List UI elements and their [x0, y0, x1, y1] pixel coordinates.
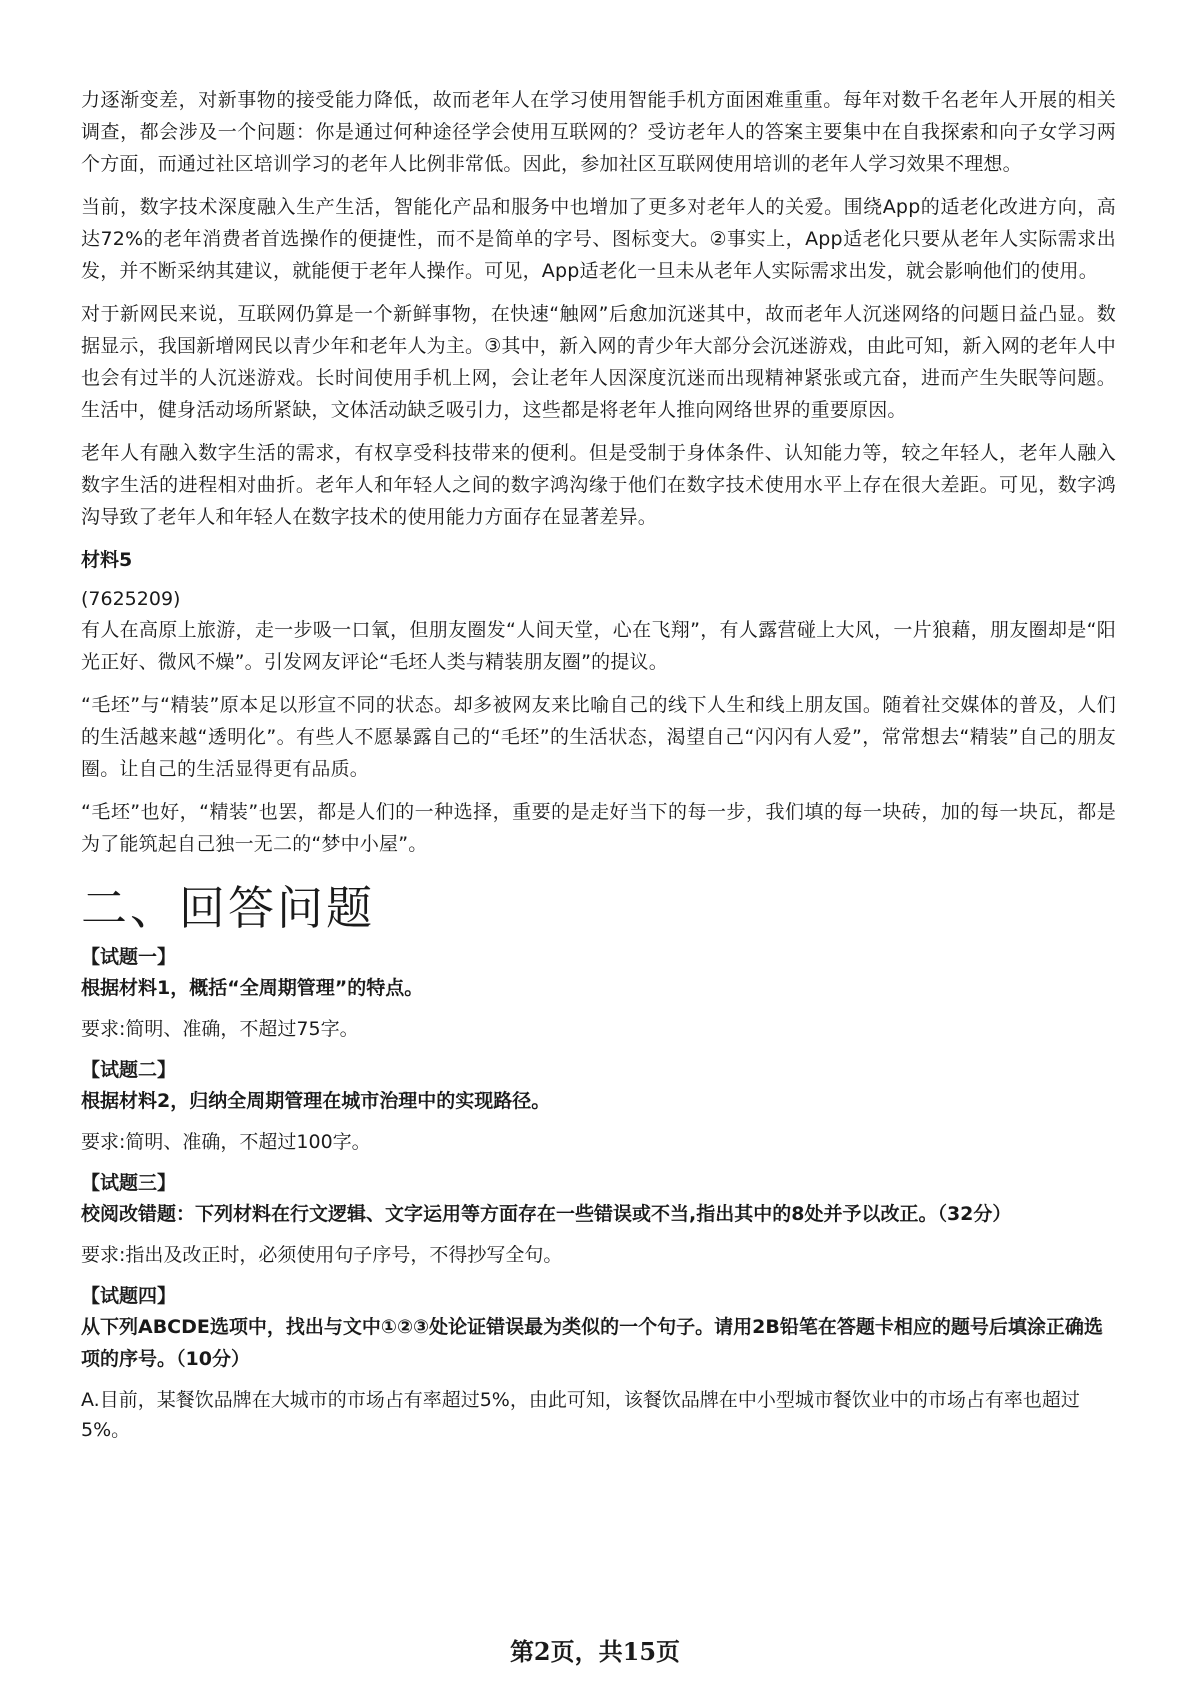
question-label: 【试题一】 [81, 946, 177, 968]
paragraph: 当前，数字技术深度融入生产生活，智能化产品和服务中也增加了更多对老年人的关爱。围绕App的适老化改进方向，高达72%的老年消费者首选操作的便捷性，而不是简单的字号、图标变大。②事实上，App适老化只要从老年人实际需求出发，并不断采纳其建议，就能便于老年人操作。可见，App适老化一旦未从老年人实际需求出发，就会影响他们的使用。 [81, 196, 1116, 282]
question-text: 从下列ABCDE选项中，找出与文中①②③处论证错误最为类似的一个句子。请用2B铅笔在答题卡相应的题号后填涂正确选项的序号。（10分） [81, 1316, 1103, 1370]
question-text: 校阅改错题：下列材料在行文逻辑、文字运用等方面存在一些错误或不当,指出其中的8处并予以改正。（32分） [81, 1203, 1012, 1225]
paragraph: 对于新网民来说，互联网仍算是一个新鲜事物，在快速“触网”后愈加沉迷其中，故而老年人沉迷网络的问题日益凸显。数据显示，我国新增网民以青少年和老年人为主。③其中，新入网的青少年大部分会沉迷游戏，由此可知，新入网的老年人中也会有过半的人沉迷游戏。长时间使用手机上网，会让老年人因深度沉迷而出现精神紧张或亢奋，进而产生失眠等问题。生活中，健身活动场所紧缺，文体活动缺乏吸引力，这些都是将老年人推向网络世界的重要原因。 [81, 303, 1116, 421]
page-content [81, 84, 1116, 1456]
question-label: 【试题二】 [81, 1059, 177, 1081]
question-requirement: 要求:简明、准确，不超过100字。 [81, 1131, 371, 1153]
material-5-paragraph: 有人在高原上旅游，走一步吸一口氧，但朋友圈发“人间天堂，心在飞翔”，有人露营碰上大风，一片狼藉，朋友圈却是“阳光正好、微风不燥”。引发网友评论“毛坯人类与精装朋友圈”的提议。 [81, 619, 1116, 673]
page-footer: 第2页，共15页 [509, 1637, 681, 1666]
material-5-paragraph: “毛坯”也好，“精装”也罢，都是人们的一种选择，重要的是走好当下的每一步，我们填的每一块砖，加的每一块瓦，都是为了能筑起自己独一无二的“梦中小屋”。 [81, 801, 1116, 855]
question-2 [81, 1055, 1116, 1157]
question-4 [81, 1281, 1116, 1445]
paragraph: 力逐渐变差，对新事物的接受能力降低，故而老年人在学习使用智能手机方面困难重重。每年对数千名老年人开展的相关调查，都会涉及一个问题：你是通过何种途径学会使用互联网的？受访老年人的答案主要集中在自我探索和向子女学习两个方面，而通过社区培训学习的老年人比例非常低。因此，参加社区互联网使用培训的老年人学习效果不理想。 [81, 89, 1116, 175]
question-1 [81, 942, 1116, 1044]
question-requirement: 要求:指出及改正时，必须使用句子序号，不得抄写全句。 [81, 1244, 563, 1266]
section-title: 二、回答问题 [81, 881, 375, 935]
question-text: 根据材料1，概括“全周期管理”的特点。 [81, 977, 424, 999]
option-a: A.目前，某餐饮品牌在大城市的市场占有率超过5%，由此可知，该餐饮品牌在中小型城市餐饮业中的市场占有率也超过5%。 [81, 1389, 1080, 1441]
question-label: 【试题四】 [81, 1285, 177, 1307]
material-5-title: 材料5 [81, 549, 133, 571]
material-5-paragraph: “毛坯”与“精装”原本足以形宣不同的状态。却多被网友来比喻自己的线下人生和线上朋友国。随着社交媒体的普及，人们的生活越来越“透明化”。有些人不愿暴露自己的“毛坯”的生活状态，渴望自己“闪闪有人爱”，常常想去“精装”自己的朋友圈。让自己的生活显得更有品质。 [81, 694, 1116, 780]
material-5-code: (7625209) [81, 588, 181, 610]
question-3 [81, 1168, 1116, 1270]
question-text: 根据材料2，归纳全周期管理在城市治理中的实现路径。 [81, 1090, 551, 1112]
paragraph: 老年人有融入数字生活的需求，有权享受科技带来的便利。但是受制于身体条件、认知能力等，较之年轻人，老年人融入数字生活的进程相对曲折。老年人和年轻人之间的数字鸿沟缘于他们在数字技术使用水平上存在很大差距。可见，数字鸿沟导致了老年人和年轻人在数字技术的使用能力方面存在显著差异。 [81, 442, 1116, 528]
question-label: 【试题三】 [81, 1172, 177, 1194]
question-requirement: 要求:简明、准确，不超过75字。 [81, 1018, 359, 1040]
